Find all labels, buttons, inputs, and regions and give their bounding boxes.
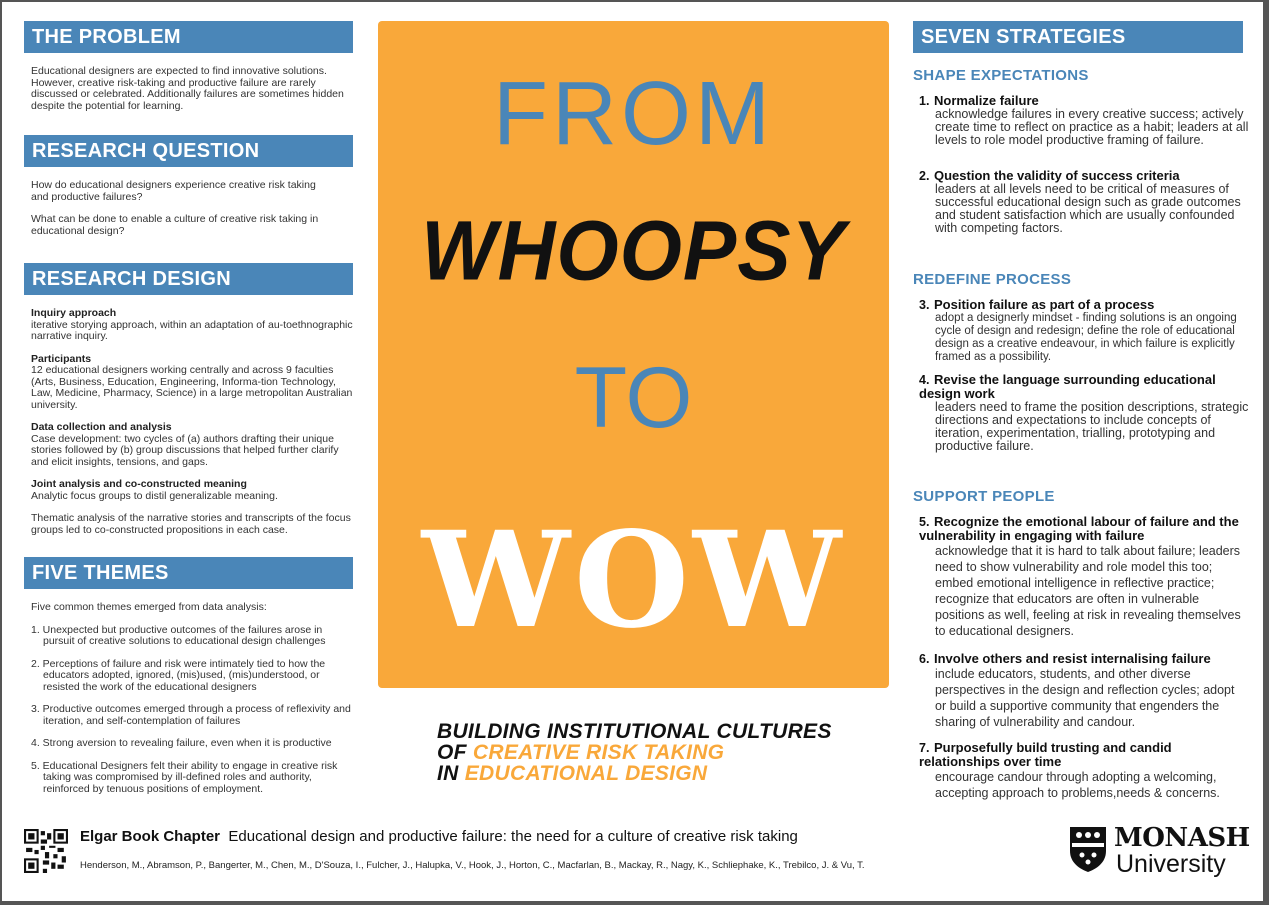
title-word-wow: WOW — [421, 503, 846, 658]
subtitle-educational-design: EDUCATIONAL DESIGN — [464, 762, 708, 785]
themes-heading: FIVE THEMES — [24, 557, 353, 589]
authors-list: Henderson, M., Abramson, P., Bangerter, M., Chen, M., D'Souza, I., Fulcher, J., Halupka, V., Hook, J., Horton, C., Macfarlan, B., Mackay, R., Nagy, K., Schliephake, K., Trebilco, J. & Vu, T. — [80, 860, 865, 871]
strategy-3: 3. Position failure as part of a process adopt a designerly mindset - finding solutions is an ongoing cycle of design and redesign; define the role of educational design as a creative endeavour, in which failure is explicitly framed as a possibility. — [919, 297, 1237, 363]
strategy-2: 2. Question the validity of success criteria leaders at all levels need to be critical of measures of successful educational design such as grade outcomes and student satisfaction which are usually confounded with competing factors. — [919, 168, 1241, 235]
strategy-7: 7. Purposefully build trusting and candid relationships over time encourage candour through adopting a welcoming, accepting approach to problems,needs & concerns. — [919, 740, 1220, 800]
shield-icon — [1068, 825, 1108, 873]
question-heading: RESEARCH QUESTION — [24, 135, 353, 167]
subtitle-line-3 — [437, 763, 707, 785]
section-redefine-process: REDEFINE PROCESS — [913, 271, 1072, 288]
chapter-title — [80, 828, 798, 845]
strategy-5: 5. Recognize the emotional labour of failure and the vulnerability in engaging with failure acknowledge that it is hard to talk about failure; leaders need to show vulnerability and role model this too; embed emotional intelligence in reflective practice; recognize that educators are often in vulnerable positions as well, feeling at risk in revealing themselves to educational designers. — [919, 514, 1241, 638]
inquiry-title: Inquiry approach — [31, 307, 117, 319]
theme-item: 1. Unexpected but productive outcomes of the failures arose in pursuit of creative solutions to educational design challenges — [31, 623, 326, 647]
question-block — [31, 180, 336, 248]
chapter-label: Elgar Book Chapter — [80, 828, 221, 845]
theme-item: 3. Productive outcomes emerged through a process of reflexivity and iteration, and self-contemplation of failures — [31, 703, 351, 727]
subtitle-creative-risk: CREATIVE RISK TAKING — [472, 741, 725, 764]
data-collection-title: Data collection and analysis — [31, 421, 172, 433]
theme-item: 5. Educational Designers felt their ability to engage in creative risk taking was compromised by ill-defined roles and authority, reinforced by tenuous positions of employment. — [31, 759, 338, 795]
themes-block — [31, 602, 356, 806]
qr-code-icon[interactable] — [24, 829, 68, 873]
theme-item: 2. Perceptions of failure and risk were intimately tied to how the educators adopted, ignored, (mis)used, (mis)understood, or resisted the work of the educational designers — [31, 657, 326, 693]
inquiry-text: iterative storying approach, within an adaptation of au-toethnographic narrative inquiry. — [31, 318, 353, 342]
theme-item: 4. Strong aversion to revealing failure, even when it is productive — [31, 737, 332, 749]
monash-logo — [1068, 823, 1248, 878]
title-word-whoopsy: WHOOPSY — [421, 203, 846, 298]
title-word-to: TO — [574, 350, 693, 446]
joint-analysis-text: Analytic focus groups to distil generalizable meaning. — [31, 489, 278, 502]
participants-text: 12 educational designers working centrally and across 9 faculties (Arts, Business, Education, Engineering, Informa-tion Technology, Law, Medicine, Pharmacy, Science) in a large metropolitan Australian university. — [31, 364, 353, 411]
participants-title: Participants — [31, 352, 92, 365]
design-heading: RESEARCH DESIGN — [24, 263, 353, 295]
problem-text: Educational designers are expected to find innovative solutions. However, creative risk-taking and productive failure are rarely discussed or celebrated. Additionally failures are sometimes hidden despite the potential for learning. — [31, 65, 344, 112]
question-1: How do educational designers experience creative risk taking and productive failures? — [31, 179, 316, 203]
data-collection-text: Case development: two cycles of (a) authors drafting their unique stories followed by (b) group discussions that helped further clarify and elicit insights, tensions, and gaps. — [31, 432, 339, 468]
problem-heading: THE PROBLEM — [24, 21, 353, 53]
title-panel — [378, 21, 889, 688]
subtitle-of: OF — [437, 741, 473, 764]
logo-sub: University — [1116, 850, 1226, 878]
thematic-text: Thematic analysis of the narrative stories and transcripts of the focus groups led to co-constructed propositions in each case. — [31, 512, 351, 536]
subtitle-line-1: BUILDING INSTITUTIONAL CULTURES — [437, 720, 832, 743]
design-block — [31, 308, 353, 547]
question-2: What can be done to enable a culture of creative risk taking in educational design? — [31, 213, 319, 237]
joint-analysis-title: Joint analysis and co-constructed meaning — [31, 478, 247, 490]
subtitle-in: IN — [437, 762, 465, 785]
logo-name: MONASH — [1114, 823, 1250, 853]
subtitle-line-2 — [437, 742, 724, 764]
strategy-6: 6. Involve others and resist internalising failure include educators, students, and other diverse perspectives in the design and reflection cycles; adopt or build a supportive community that engenders the sharing of vulnerability and candour. — [919, 651, 1235, 729]
section-shape-expectations: SHAPE EXPECTATIONS — [913, 67, 1089, 84]
themes-intro: Five common themes emerged from data analysis: — [31, 601, 267, 613]
section-support-people: SUPPORT PEOPLE — [913, 488, 1055, 505]
strategy-1: 1. Normalize failure acknowledge failures in every creative success; actively create time to reflect on practice as a habit; leaders at all levels to role model productive framing of failure. — [919, 93, 1249, 147]
strategies-heading: SEVEN STRATEGIES — [913, 21, 1243, 53]
strategy-4: 4. Revise the language surrounding educational design work leaders need to frame the position descriptions, strategic directions and expectations to include concepts of iteration, experimentation, trialling, prototyping and productive failure. — [919, 372, 1249, 453]
chapter-name: Educational design and productive failure: the need for a culture of creative risk taking — [228, 828, 798, 845]
title-word-from: FROM — [493, 64, 774, 164]
